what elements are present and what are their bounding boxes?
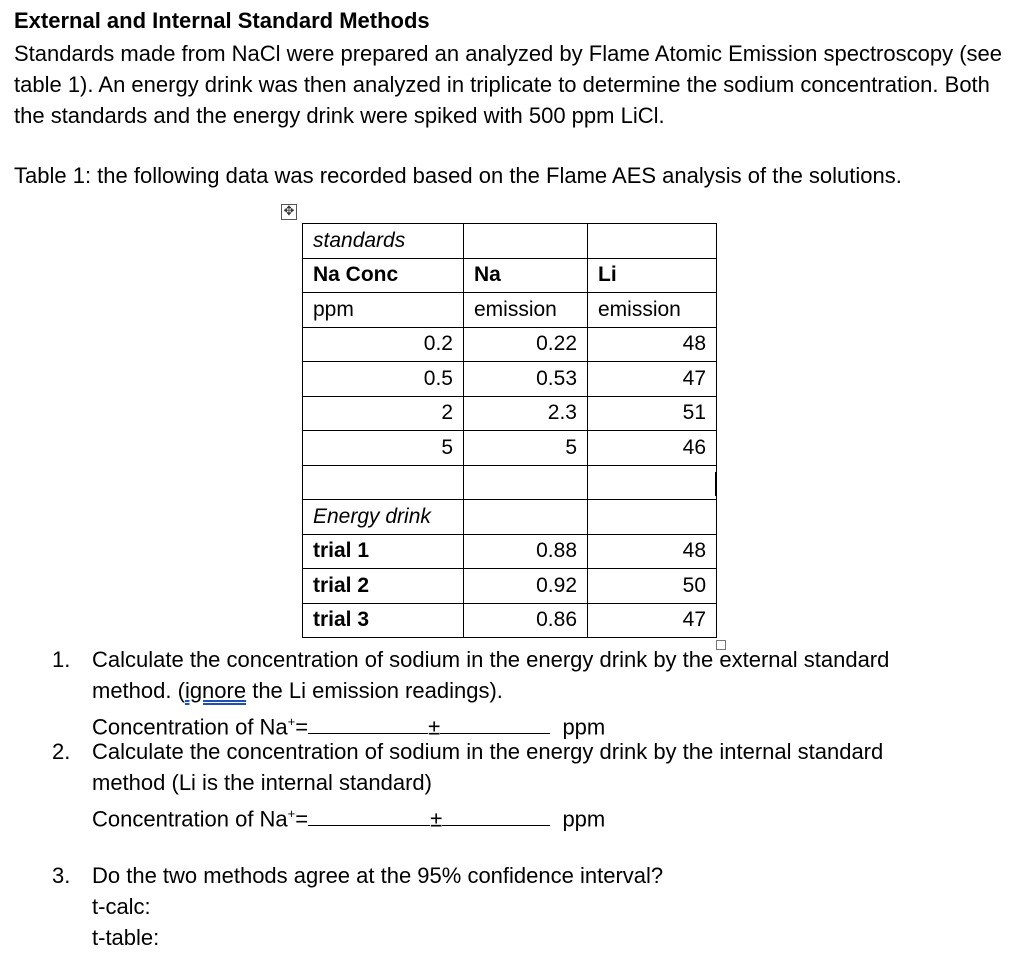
page-title: External and Internal Standard Methods: [14, 8, 430, 33]
header-na-conc: Na Conc: [303, 258, 464, 293]
table-row-empty: [303, 465, 717, 500]
table-row: 0.2 0.22 48: [303, 327, 717, 362]
header-li-emission: emission: [588, 293, 717, 328]
answer-line-1: Concentration of Na+= ± ppm: [92, 714, 606, 740]
table-row: trial 2 0.92 50: [303, 569, 717, 604]
standards-label: standards: [303, 224, 464, 259]
table-row: trial 1 0.88 48: [303, 534, 717, 569]
table-row: 5 5 46: [303, 431, 717, 466]
header-na: Na: [464, 258, 588, 293]
spellcheck-word: ignore: [184, 678, 247, 703]
table-move-handle-icon[interactable]: ✥: [281, 204, 297, 220]
header-ppm: ppm: [303, 293, 464, 328]
text-cursor: [715, 472, 717, 496]
header-li: Li: [588, 258, 717, 293]
uncertainty-blank[interactable]: [442, 807, 550, 826]
t-calc-label: t-calc:: [92, 894, 151, 919]
energy-drink-label: Energy drink: [303, 500, 464, 535]
table-row: trial 3 0.86 47: [303, 603, 717, 638]
table-header-row-1: [303, 258, 717, 293]
table-row: [303, 500, 717, 535]
data-table: [302, 223, 717, 638]
table-row: 2 2.3 51: [303, 396, 717, 431]
header-na-emission: emission: [464, 293, 588, 328]
intro-paragraph: Standards made from NaCl were prepared an analyzed by Flame Atomic Emission spectroscopy (see table 1). An energy drink was then analyzed in triplicate to determine the sodium concentration. Both the standards and the energy drink were spiked with 500 ppm LiCl.: [14, 41, 1003, 128]
concentration-blank[interactable]: [308, 807, 430, 826]
concentration-blank[interactable]: [308, 715, 428, 734]
table-row: 0.5 0.53 47: [303, 362, 717, 397]
table-header-row-2: [303, 293, 717, 328]
table-row: [303, 224, 717, 259]
t-table-label: t-table:: [92, 925, 160, 950]
answer-line-2: Concentration of Na+= ± ppm: [92, 806, 606, 832]
table-caption: Table 1: the following data was recorded based on the Flame AES analysis of the solutions.: [14, 163, 902, 188]
uncertainty-blank[interactable]: [440, 715, 550, 734]
